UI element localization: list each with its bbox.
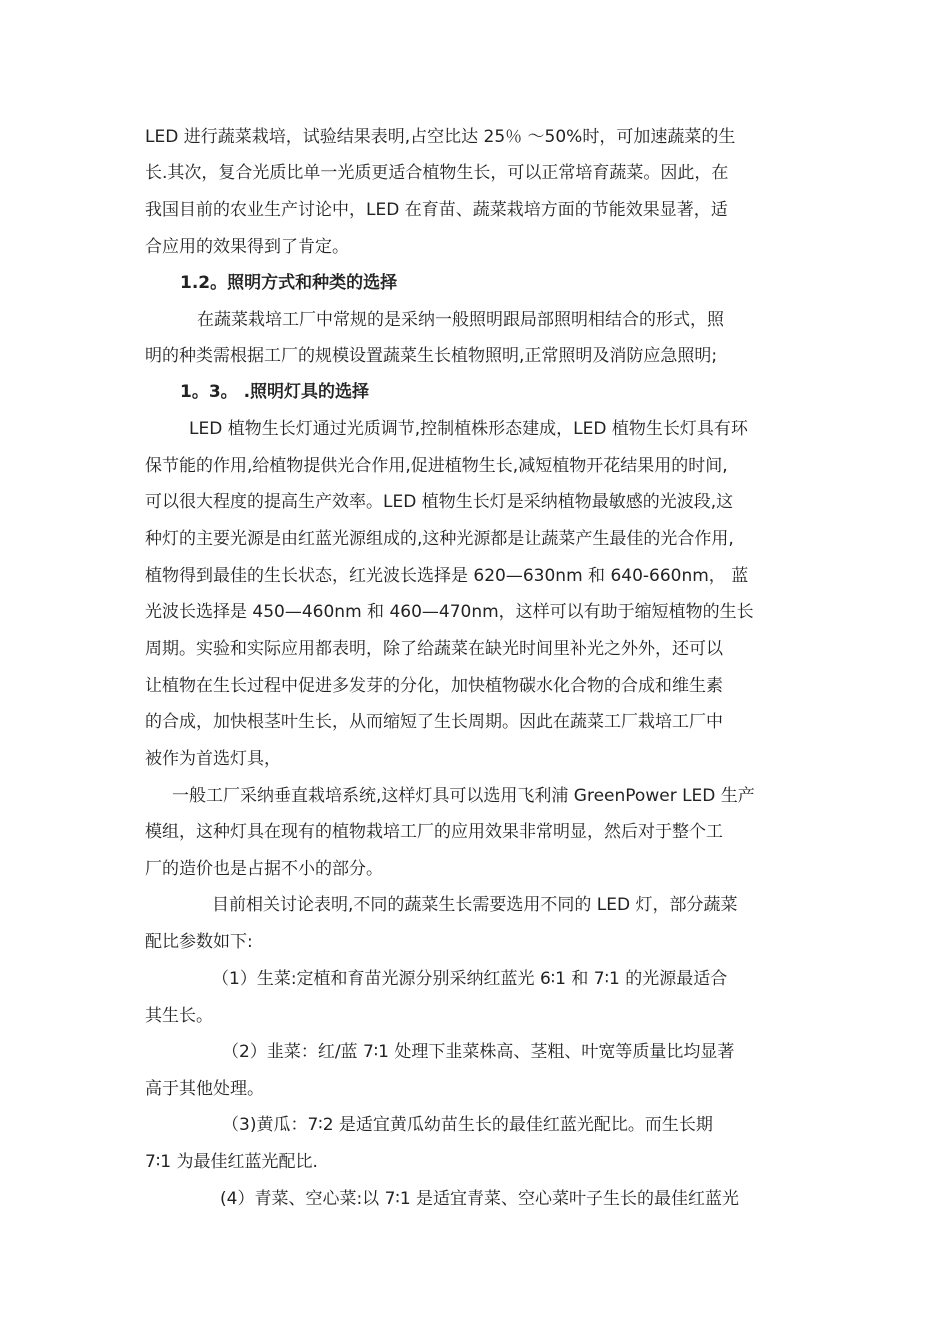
text-line-29: 7∶1 为最佳红蓝光配比. [145, 1152, 318, 1172]
section-heading-1-3: 1。3。 .照明灯具的选择 [180, 382, 370, 402]
list-item-chives: （2）韭菜：红/蓝 7∶1 处理下韭菜株高、茎粗、叶宽等质量比均显著 [222, 1042, 735, 1062]
text-line-1: LED 进行蔬菜栽培，试验结果表明,占空比达 25％ ～50%时，可加速蔬菜的生 [145, 127, 736, 147]
text-line-19: 一般工厂采纳垂直栽培系统,这样灯具可以选用飞利浦 GreenPower LED 生产 [172, 786, 755, 806]
text-line-4: 合应用的效果得到了肯定。 [145, 237, 349, 257]
text-line-17: 的合成，加快根茎叶生长，从而缩短了生长周期。因此在蔬菜工厂栽培工厂中 [145, 712, 723, 732]
text-line-27: 高于其他处理。 [145, 1079, 264, 1099]
text-line-9: LED 植物生长灯通过光质调节,控制植株形态建成，LED 植物生长灯具有环 [189, 419, 748, 439]
list-item-lettuce: （1）生菜:定植和育苗光源分别采纳红蓝光 6∶1 和 7∶1 的光源最适合 [212, 969, 728, 989]
text-line-7: 明的种类需根据工厂的规模设置蔬菜生长植物照明,正常照明及消防应急照明; [145, 346, 718, 366]
text-line-20: 模组，这种灯具在现有的植物栽培工厂的应用效果非常明显，然后对于整个工 [145, 822, 723, 842]
list-item-greens: (4）青菜、空心菜:以 7∶1 是适宜青菜、空心菜叶子生长的最佳红蓝光 [220, 1189, 740, 1209]
text-line-11: 可以很大程度的提高生产效率。LED 植物生长灯是采纳植物最敏感的光波段,这 [145, 492, 734, 512]
text-line-16: 让植物在生长过程中促进多发芽的分化，加快植物碳水化合物的合成和维生素 [145, 676, 723, 696]
section-heading-1-2: 1.2。照明方式和种类的选择 [180, 273, 398, 293]
text-line-13: 植物得到最佳的生长状态，红光波长选择是 620—630nm 和 640-660nm， 蓝 [145, 566, 749, 586]
text-line-3: 我国目前的农业生产讨论中，LED 在育苗、蔬菜栽培方面的节能效果显著，适 [145, 200, 728, 220]
text-line-6: 在蔬菜栽培工厂中常规的是采纳一般照明跟局部照明相结合的形式，照 [197, 310, 724, 330]
text-line-25: 其生长。 [145, 1006, 213, 1026]
text-line-22: 目前相关讨论表明,不同的蔬菜生长需要选用不同的 LED 灯，部分蔬菜 [212, 895, 738, 915]
text-line-12: 种灯的主要光源是由红蓝光源组成的,这种光源都是让蔬菜产生最佳的光合作用, [145, 529, 734, 549]
text-line-2: 长.其次，复合光质比单一光质更适合植物生长，可以正常培育蔬菜。因此，在 [145, 163, 729, 183]
text-line-15: 周期。实验和实际应用都表明，除了给蔬菜在缺光时间里补光之外外，还可以 [145, 639, 723, 659]
list-item-cucumber: （3)黄瓜：7∶2 是适宜黄瓜幼苗生长的最佳红蓝光配比。而生长期 [222, 1115, 713, 1135]
text-line-23: 配比参数如下: [145, 932, 253, 952]
text-line-21: 厂的造价也是占据不小的部分。 [145, 859, 383, 879]
text-line-14: 光波长选择是 450—460nm 和 460—470nm，这样可以有助于缩短植物的生长 [145, 602, 754, 622]
text-line-18: 被作为首选灯具， [145, 749, 281, 769]
text-line-10: 保节能的作用,给植物提供光合作用,促进植物生长,减短植物开花结果用的时间, [145, 456, 728, 476]
